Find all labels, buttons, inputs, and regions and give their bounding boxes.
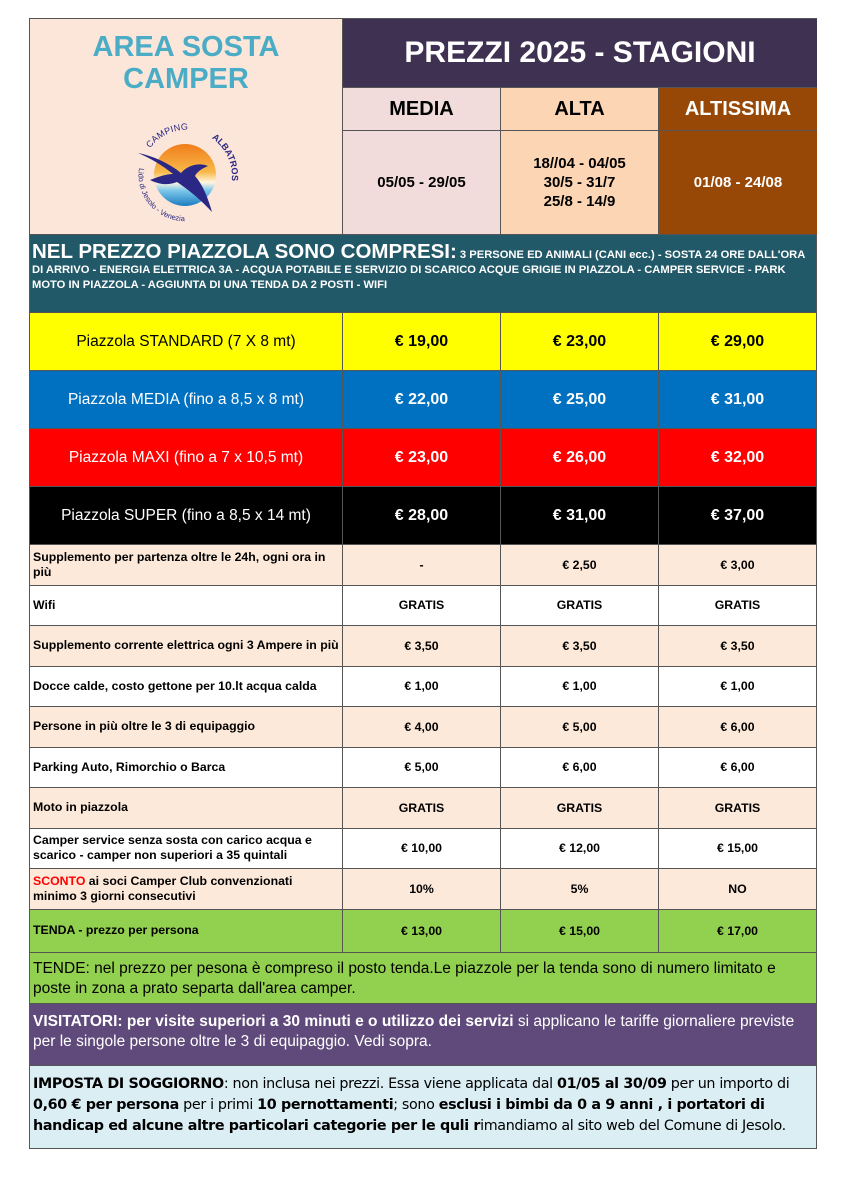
albatross-logo-icon: [126, 115, 244, 231]
extra-row-moto: [29, 788, 817, 829]
season-dates-row: [343, 131, 817, 234]
value-media: € 1,00: [343, 667, 501, 708]
extra-label: Moto in piazzola: [30, 788, 343, 829]
tax-text: imandiamo al sito web del Comune di Jesolo.: [480, 1117, 786, 1134]
tax-period: 01/05 al 30/09: [556, 1075, 667, 1092]
piazzola-row-maxi: [29, 429, 817, 487]
value-media: € 5,00: [343, 748, 501, 789]
piazzola-label: Piazzola MEDIA (fino a 8,5 x 8 mt): [30, 371, 343, 429]
value-altissima: GRATIS: [659, 586, 816, 627]
value-media: € 10,00: [343, 829, 501, 870]
extra-label: Persone in più oltre le 3 di equipaggio: [30, 707, 343, 748]
extra-label: [30, 869, 343, 910]
date-range: 25/8 - 14/9: [543, 193, 616, 211]
value-altissima: € 1,00: [659, 667, 816, 708]
value-alta: € 15,00: [501, 910, 659, 953]
piazzola-row-super: [29, 487, 817, 545]
value-alta: GRATIS: [501, 788, 659, 829]
value-alta: € 2,50: [501, 545, 659, 586]
extra-row-camper-service: [29, 829, 817, 870]
tax-text: per un importo di: [666, 1075, 790, 1092]
price-media: € 22,00: [343, 371, 501, 429]
value-alta: GRATIS: [501, 586, 659, 627]
price-media: € 28,00: [343, 487, 501, 545]
price-alta: € 26,00: [501, 429, 659, 487]
discount-highlight: SCONTO: [33, 873, 86, 888]
visitors-bold: VISITATORI: per visite superiori a 30 minuti e o utilizzo dei servizi: [33, 1012, 514, 1030]
extra-label: Supplemento per partenza oltre le 24h, ogni ora in più: [30, 545, 343, 586]
tax-nights: 10 pernottamenti: [257, 1096, 394, 1113]
price-alta: € 25,00: [501, 371, 659, 429]
value-alta: € 6,00: [501, 748, 659, 789]
header-block: [29, 18, 817, 234]
piazzola-row-standard: [29, 313, 817, 371]
included-title: NEL PREZZO PIAZZOLA SONO COMPRESI:: [32, 240, 457, 263]
date-range: 30/5 - 31/7: [543, 174, 616, 192]
value-altissima: € 17,00: [659, 910, 816, 953]
price-altissima: € 37,00: [659, 487, 816, 545]
value-media: € 13,00: [343, 910, 501, 953]
season-alta-dates: [501, 131, 659, 234]
extra-label: Parking Auto, Rimorchio o Barca: [30, 748, 343, 789]
extra-label: Wifi: [30, 586, 343, 627]
tax-exemptions: esclusi i bimbi da 0 a 9 anni , i portatori di handicap ed alcune altre particolari categorie per le quli r: [33, 1096, 765, 1134]
price-alta: € 23,00: [501, 313, 659, 371]
value-altissima: € 15,00: [659, 829, 816, 870]
extra-row-wifi: [29, 586, 817, 627]
value-alta: € 3,50: [501, 626, 659, 667]
extra-row-showers: [29, 667, 817, 708]
value-alta: € 1,00: [501, 667, 659, 708]
value-media: 10%: [343, 869, 501, 910]
season-media-dates: [343, 131, 501, 234]
season-altissima: ALTISSIMA: [659, 88, 817, 131]
value-media: -: [343, 545, 501, 586]
extra-row-discount: [29, 869, 817, 910]
date-range: 18//04 - 04/05: [533, 155, 626, 173]
tax-text: per i primi: [178, 1096, 258, 1113]
included-text: 3 PERSONE ED ANIMALI (CANI ecc.) - SOSTA 24 ORE DALL'ORA DI ARRIVO - ENERGIA ELETTRICA 3A - ACQUA POTABILE E SERVIZIO DI SCARICO ACQUE GRIGIE IN PIAZZOLA - CAMPER SERVICE - PARK MOTO IN PIAZZOLA - AGGIUNTA DI UNA TENDA DA 2 POSTI - WIFI: [32, 249, 805, 291]
date-range: 05/05 - 29/05: [377, 174, 466, 192]
extra-row-extra-persons: [29, 707, 817, 748]
value-altissima: € 6,00: [659, 707, 816, 748]
piazzola-label: Piazzola MAXI (fino a 7 x 10,5 mt): [30, 429, 343, 487]
tax-title: IMPOSTA DI SOGGIORNO: [33, 1075, 224, 1092]
piazzola-label: Piazzola STANDARD (7 X 8 mt): [30, 313, 343, 371]
value-altissima: € 6,00: [659, 748, 816, 789]
piazzola-label: Piazzola SUPER (fino a 8,5 x 14 mt): [30, 487, 343, 545]
discount-label: ai soci Camper Club convenzionati minimo 3 giorni consecutivi: [33, 873, 293, 903]
value-altissima: € 3,50: [659, 626, 816, 667]
value-media: € 4,00: [343, 707, 501, 748]
brand-title-line2: CAMPER: [123, 63, 249, 95]
extra-label: Supplemento corrente elettrica ogni 3 Ampere in più: [30, 626, 343, 667]
logo-text-albatros: ALBATROS: [210, 131, 240, 182]
extra-row-electricity: [29, 626, 817, 667]
extra-row-late-departure: [29, 545, 817, 586]
season-altissima-dates: [659, 131, 817, 234]
value-alta: € 5,00: [501, 707, 659, 748]
value-media: GRATIS: [343, 586, 501, 627]
brand-panel: [30, 19, 343, 234]
brand-title-line1: AREA SOSTA: [92, 31, 280, 63]
piazzola-row-media: [29, 371, 817, 429]
value-media: GRATIS: [343, 788, 501, 829]
price-title: PREZZI 2025 - STAGIONI: [343, 19, 817, 88]
value-alta: € 12,00: [501, 829, 659, 870]
season-names-row: [343, 88, 817, 132]
season-media: MEDIA: [343, 88, 501, 131]
visitors-text: si applicano le tariffe giornaliere previste per le singole persone oltre le 3 di equipaggio. Vedi sopra.: [33, 1012, 795, 1050]
price-sheet: [29, 18, 817, 1149]
date-range: 01/08 - 24/08: [693, 174, 783, 192]
note-visitors: [29, 1004, 817, 1066]
price-altissima: € 32,00: [659, 429, 816, 487]
brand-title: [30, 31, 342, 95]
value-alta: 5%: [501, 869, 659, 910]
extra-row-parking: [29, 748, 817, 789]
extra-row-tent: [29, 910, 817, 953]
value-altissima: € 3,00: [659, 545, 816, 586]
extra-label: TENDA - prezzo per persona: [30, 910, 343, 953]
tax-text: : non inclusa nei prezzi. Essa viene applicata dal: [223, 1075, 557, 1092]
extra-label: Camper service senza sosta con carico acqua e scarico - camper non superiori a 35 quintali: [30, 829, 343, 870]
logo-text-camping: CAMPING: [143, 121, 189, 150]
value-media: € 3,50: [343, 626, 501, 667]
note-tourist-tax: [29, 1066, 817, 1149]
tax-amount: 0,60 € per persona: [33, 1096, 179, 1113]
logo-text-location: Lido di Jesolo - Venezia: [136, 167, 186, 224]
extra-label: Docce calde, costo gettone per 10.lt acqua calda: [30, 667, 343, 708]
price-media: € 23,00: [343, 429, 501, 487]
price-altissima: € 31,00: [659, 371, 816, 429]
tax-text: ; sono: [393, 1096, 439, 1113]
price-altissima: € 29,00: [659, 313, 816, 371]
seasons-panel: [343, 19, 817, 234]
note-tents: TENDE: nel prezzo per pesona è compreso il posto tenda.Le piazzole per la tenda sono di numero limitato e poste in zona a prato separta dall'area camper.: [29, 953, 817, 1004]
value-altissima: GRATIS: [659, 788, 816, 829]
value-altissima: NO: [659, 869, 816, 910]
included-services: [29, 234, 817, 313]
price-alta: € 31,00: [501, 487, 659, 545]
price-media: € 19,00: [343, 313, 501, 371]
season-alta: ALTA: [501, 88, 659, 131]
